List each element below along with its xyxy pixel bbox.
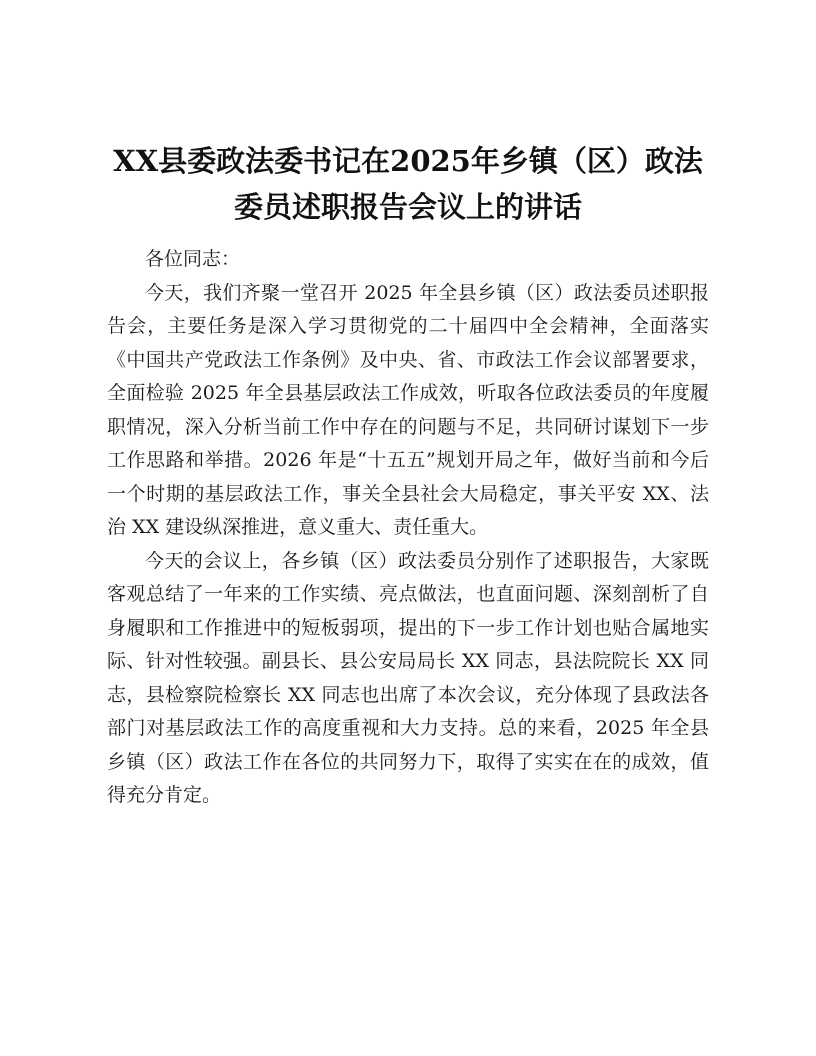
document-body	[107, 243, 709, 813]
document-title	[96, 138, 720, 230]
paragraph-1: 今天，我们齐聚一堂召开 2025 年全县乡镇（区）政法委员述职报告会，主要任务是深入学习贯彻党的二十届四中全会精神，全面落实《中国共产党政法工作条例》及中央、省、市政法工作会议部署要求，全面检验 2025 年全县基层政法工作成效，听取各位政法委员的年度履职情况，深入分析当前工作中存在的问题与不足，共同研讨谋划下一步工作思路和举措。2026 年是“十五五”规划开局之年，做好当前和今后一个时期的基层政法工作，事关全县社会大局稳定，事关平安 XX、法治 XX 建设纵深推进，意义重大、责任重大。	[107, 281, 709, 538]
salutation: 各位同志：	[145, 248, 241, 270]
title-line-2: 委员述职报告会议上的讲话	[233, 190, 582, 224]
title-line-1: XX县委政法委书记在2025年乡镇（区）政法	[113, 144, 703, 178]
paragraph-2: 今天的会议上，各乡镇（区）政法委员分别作了述职报告，大家既客观总结了一年来的工作实绩、亮点做法，也直面问题、深刻剖析了自身履职和工作推进中的短板弱项，提出的下一步工作计划也贴合属地实际、针对性较强。副县长、县公安局局长 XX 同志，县法院院长 XX 同志，县检察院检察长 XX 同志也出席了本次会议，充分体现了县政法各部门对基层政法工作的高度重视和大力支持。总的来看，2025 年全县乡镇（区）政法工作在各位的共同努力下，取得了实实在在的成效，值得充分肯定。	[107, 549, 709, 806]
